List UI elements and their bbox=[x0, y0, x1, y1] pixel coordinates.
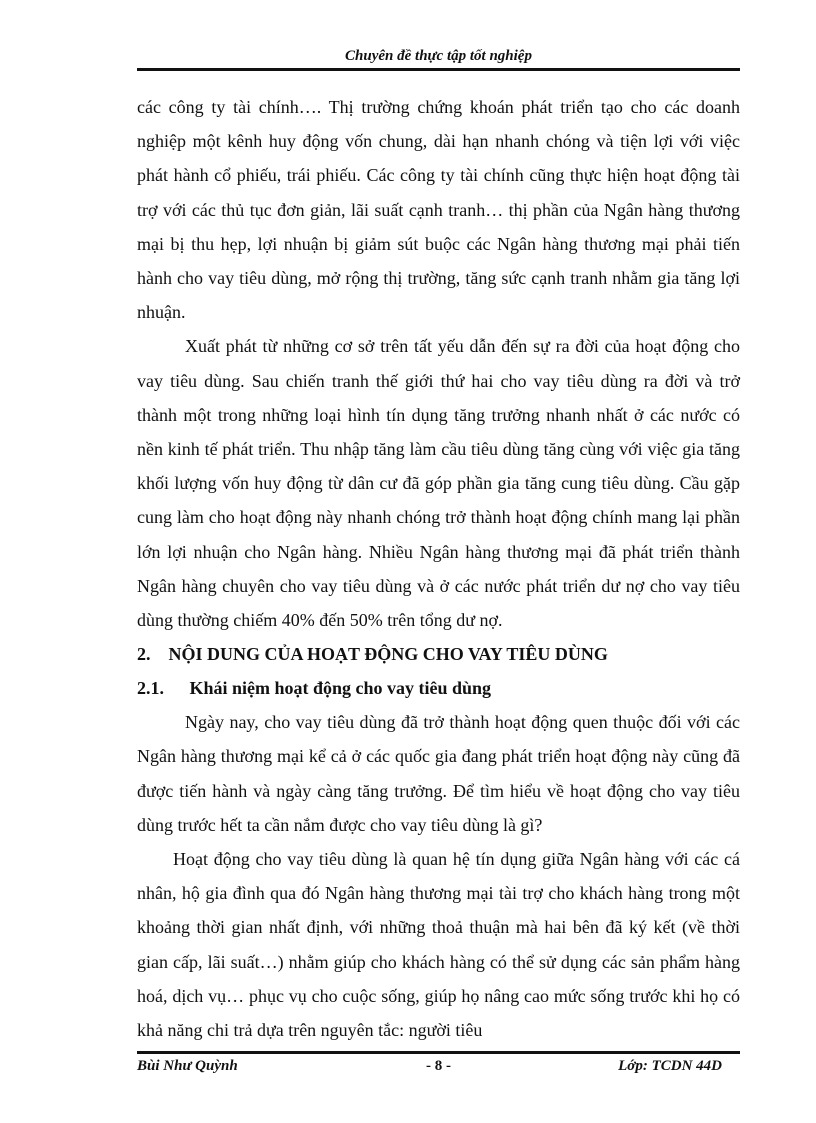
paragraph-3: Ngày nay, cho vay tiêu dùng đã trở thành hoạt động quen thuộc đối với các Ngân hàng thương mại kể cả ở các quốc gia đang phát triển hoạt động này cũng đã được tiến hành và ngày càng tăng trưởng. Để tìm hiểu về hoạt động cho vay tiêu dùng trước hết ta cần nắm được cho vay tiêu dùng là gì? bbox=[137, 712, 740, 835]
page-header-title: Chuyên đề thực tập tốt nghiệp bbox=[345, 48, 532, 64]
paragraph-2: Xuất phát từ những cơ sở trên tất yếu dẫn đến sự ra đời của hoạt động cho vay tiêu dùng. Sau chiến tranh thế giới thứ hai cho vay tiêu dùng ra đời và trở thành một trong những loại hình tín dụng tăng trưởng nhanh nhất ở các nước có nền kinh tế phát triển. Thu nhập tăng làm cầu tiêu dùng tăng cùng với việc gia tăng khối lượng vốn huy động từ dân cư đã góp phần gia tăng cung tiêu dùng. Cầu gặp cung làm cho hoạt động này nhanh chóng trở thành hoạt động chính mang lại phần lớn lợi nhuận cho Ngân hàng. Nhiều Ngân hàng thương mại đã phát triển thành Ngân hàng chuyên cho vay tiêu dùng và ở các nước phát triển dư nợ cho vay tiêu dùng thường chiếm 40% đến 50% trên tổng dư nợ. bbox=[137, 336, 740, 631]
footer-rule bbox=[137, 1051, 740, 1054]
footer-author: Bùi Như Quỳnh bbox=[137, 1058, 238, 1074]
paragraph-4: Hoạt động cho vay tiêu dùng là quan hệ tín dụng giữa Ngân hàng với các cá nhân, hộ gia đình qua đó Ngân hàng thương mại tài trợ cho khách hàng trong một khoảng thời gian nhất định, với những thoả thuận mà hai bên đã ký kết (về thời gian cấp, lãi suất…) nhằm giúp cho khách hàng có thể sử dụng các sản phẩm hàng hoá, dịch vụ… phục vụ cho cuộc sống, giúp họ nâng cao mức sống trước khi họ có khả năng chi trả dựa trên nguyên tắc: người tiêu bbox=[137, 849, 740, 1041]
paragraph-1: các công ty tài chính…. Thị trường chứng khoán phát triển tạo cho các doanh nghiệp một kênh huy động vốn chung, dài hạn nhanh chóng và tiện lợi với việc phát hành cổ phiếu, trái phiếu. Các công ty tài chính cũng thực hiện hoạt động tài trợ với các thủ tục đơn giản, lãi suất cạnh tranh… thị phần của Ngân hàng thương mại bị thu hẹp, lợi nhuận bị giảm sút buộc các Ngân hàng thương mại phải tiến hành cho vay tiêu dùng, mở rộng thị trường, tăng sức cạnh tranh nhằm gia tăng lợi nhuận. bbox=[137, 97, 740, 323]
footer-class: Lớp: TCDN 44D bbox=[618, 1058, 722, 1074]
subsection-title: Khái niệm hoạt động cho vay tiêu dùng bbox=[189, 678, 492, 699]
section-number: 2. bbox=[137, 644, 151, 665]
section-heading-2 bbox=[137, 637, 740, 672]
document-body bbox=[137, 90, 740, 1047]
subsection-heading-2-1 bbox=[137, 672, 740, 705]
page-footer bbox=[137, 1056, 740, 1078]
header-rule bbox=[137, 68, 740, 71]
section-title: NỘI DUNG CỦA HOẠT ĐỘNG CHO VAY TIÊU DÙNG bbox=[168, 644, 608, 665]
subsection-number: 2.1. bbox=[137, 678, 164, 699]
footer-page-number: - 8 - bbox=[426, 1058, 451, 1074]
